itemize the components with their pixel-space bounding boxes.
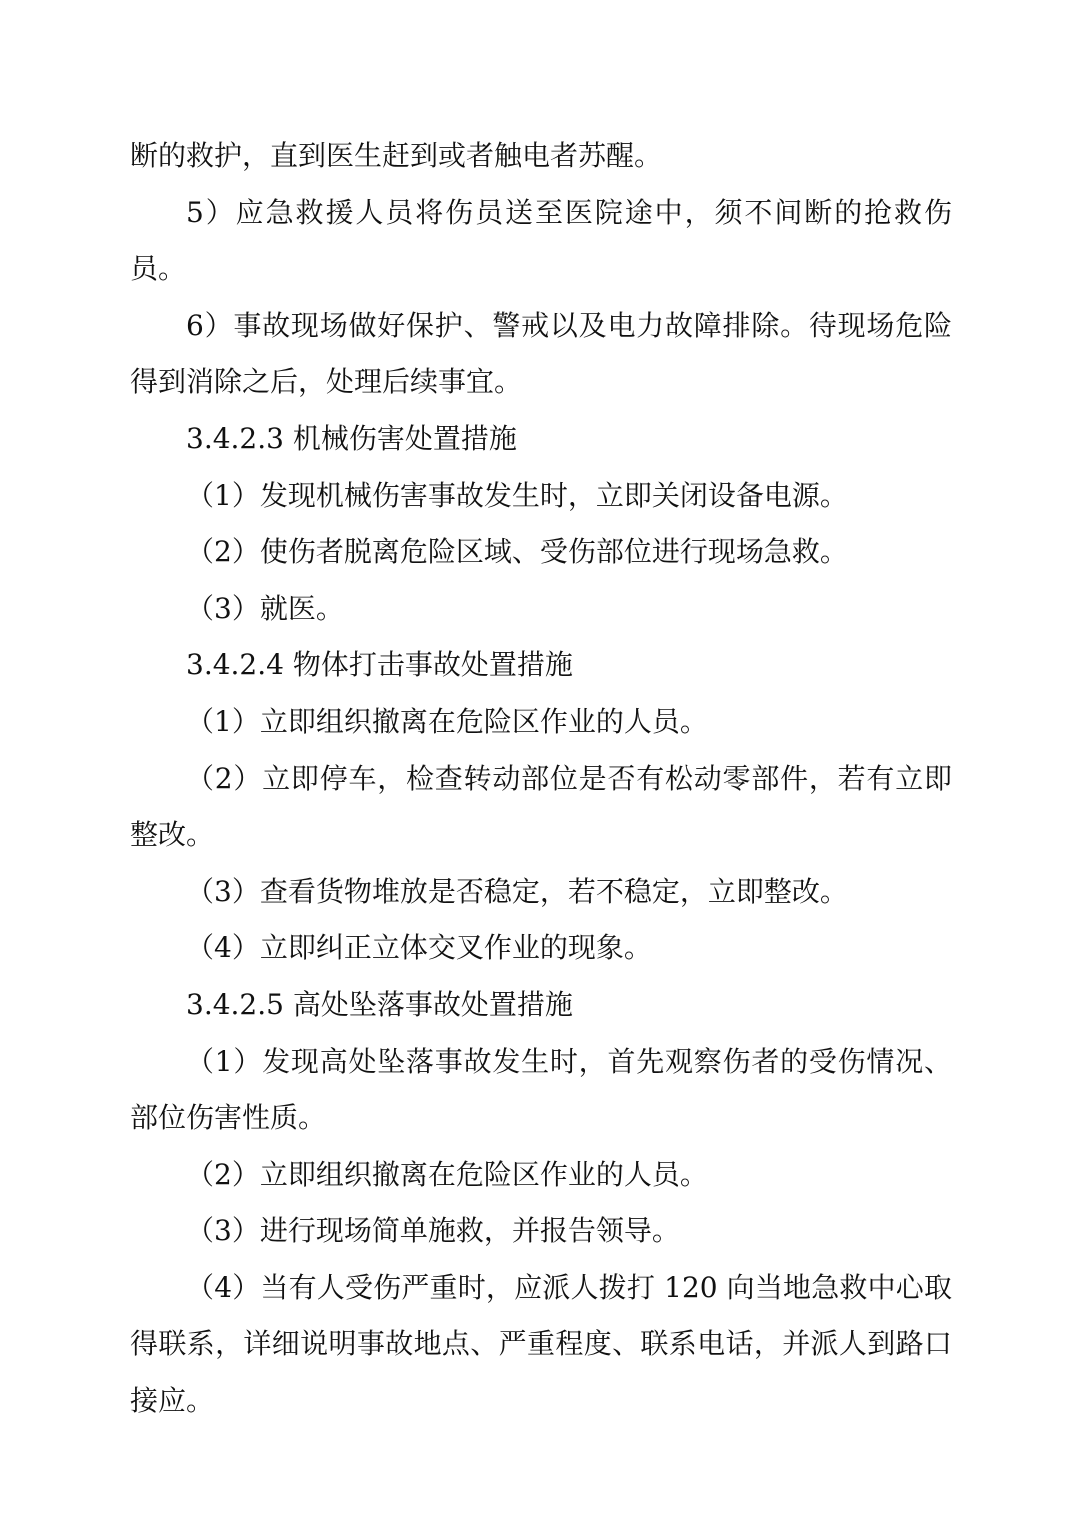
section-heading-3-4-2-3: 3.4.2.3 机械伤害处置措施 bbox=[186, 421, 517, 455]
paragraph-struck-4: （4）立即纠正立体交叉作业的现象。 bbox=[186, 931, 652, 965]
paragraph-item-6: 6）事故现场做好保护、警戒以及电力故障排除。待现场危险得到消除之后，处理后续事宜。 bbox=[130, 308, 952, 399]
document-body bbox=[130, 128, 952, 1430]
paragraph-struck-3: （3）查看货物堆放是否稳定，若不稳定，立即整改。 bbox=[186, 874, 848, 908]
paragraph-continuation: 断的救护，直到医生赶到或者触电者苏醒。 bbox=[130, 139, 663, 172]
paragraph-struck-2: （2）立即停车，检查转动部位是否有松动零部件，若有立即整改。 bbox=[130, 761, 952, 852]
section-heading-3-4-2-5: 3.4.2.5 高处坠落事故处置措施 bbox=[186, 987, 573, 1021]
paragraph-fall-3: （3）进行现场简单施救，并报告领导。 bbox=[186, 1214, 680, 1248]
paragraph-fall-4: （4）当有人受伤严重时，应派人拨打 120 向当地急救中心取得联系，详细说明事故地点、严重程度、联系电话，并派人到路口接应。 bbox=[130, 1270, 952, 1418]
paragraph-item-5: 5）应急救援人员将伤员送至医院途中，须不间断的抢救伤员。 bbox=[130, 195, 952, 286]
paragraph-mechanical-3: （3）就医。 bbox=[186, 591, 344, 625]
section-heading-3-4-2-4: 3.4.2.4 物体打击事故处置措施 bbox=[186, 648, 573, 682]
paragraph-fall-2: （2）立即组织撤离在危险区作业的人员。 bbox=[186, 1157, 708, 1191]
paragraph-struck-1: （1）立即组织撤离在危险区作业的人员。 bbox=[186, 704, 708, 738]
paragraph-fall-1: （1）发现高处坠落事故发生时，首先观察伤者的受伤情况、部位伤害性质。 bbox=[130, 1044, 952, 1135]
paragraph-mechanical-2: （2）使伤者脱离危险区域、受伤部位进行现场急救。 bbox=[186, 535, 848, 569]
paragraph-mechanical-1: （1）发现机械伤害事故发生时，立即关闭设备电源。 bbox=[186, 478, 848, 512]
